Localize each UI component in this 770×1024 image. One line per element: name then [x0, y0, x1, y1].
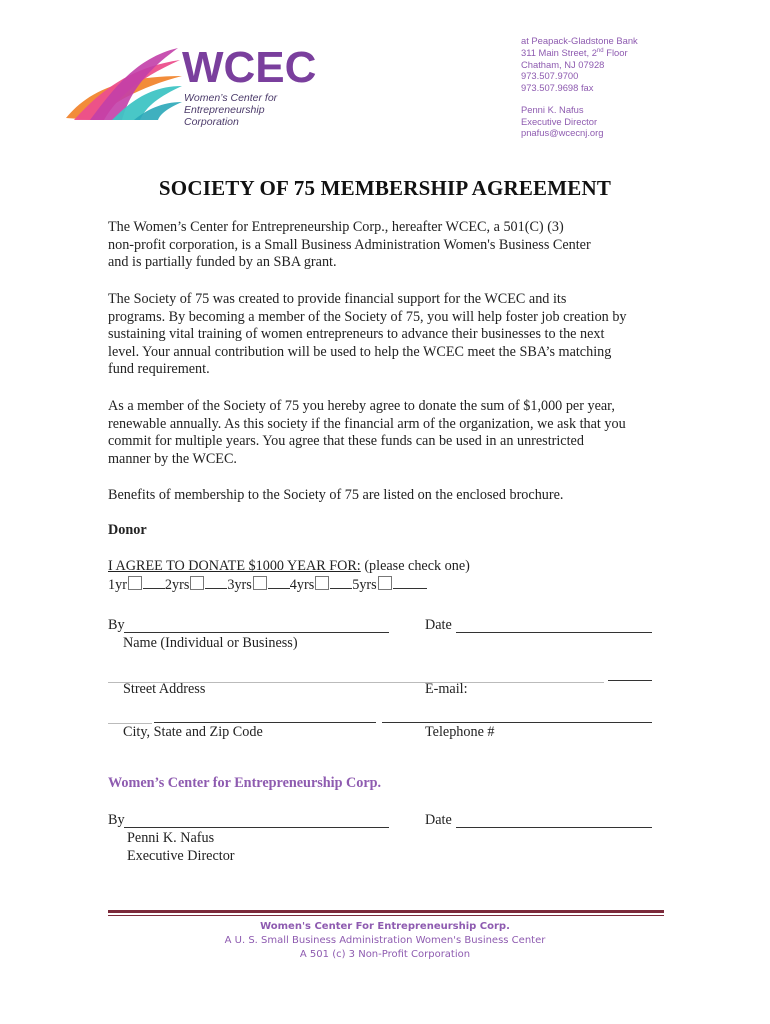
street-address-label: Street Address — [123, 681, 206, 697]
donor-name-label: Name (Individual or Business) — [123, 635, 298, 651]
contact-title: Executive Director — [521, 115, 598, 127]
footer-org-name: Women's Center For Entrepreneurship Corp. — [260, 921, 510, 932]
benefits-paragraph: Benefits of membership to the Society of 75 are listed on the enclosed brochure. — [108, 487, 564, 503]
contact-name: Penni K. Nafus — [521, 104, 584, 116]
society-paragraph: The Society of 75 was created to provide financial support for the WCEC and its programs. By becoming a member of the Society of 75, you will help foster job creation by sustaining vital training of women entrepreneurs to advance their businesses to the next level. Your annual contribution will be used to help the WCEC meet the SBA’s matching fund requirement. — [108, 291, 627, 378]
email-line[interactable] — [608, 680, 652, 681]
year-option-4: 4yrs — [289, 577, 315, 593]
logo-subtitle-line1: Women’s Center for — [184, 92, 278, 104]
corp-signature-line[interactable] — [124, 827, 389, 828]
telephone-line[interactable] — [382, 722, 652, 723]
page-title: SOCIETY OF 75 MEMBERSHIP AGREEMENT — [158, 176, 612, 200]
wing-logo-icon — [64, 46, 184, 120]
corp-date-line[interactable] — [456, 827, 652, 828]
donor-by-label: By — [108, 617, 125, 633]
email-label: E-mail: — [425, 681, 468, 697]
contact-email: pnafus@wcecnj.org — [521, 126, 604, 138]
years-options — [108, 576, 668, 595]
intro-paragraph: The Women’s Center for Entrepreneurship Corp., hereafter WCEC, a 501(C) (3) non-profit corporation, is a Small Business Administration Women's Business Center and is partially funded by an SBA grant. — [108, 219, 591, 271]
city-line: Chatham, NJ 07928 — [521, 58, 605, 70]
street-line: 311 Main Street, 2nd Floor — [521, 47, 628, 59]
logo-brand: WCEC — [182, 43, 317, 92]
address-block — [521, 35, 741, 138]
donor-date-line[interactable] — [456, 632, 652, 633]
checkbox-3yrs[interactable] — [253, 576, 267, 590]
agree-line: I AGREE TO DONATE $1000 YEAR FOR: (please check one) — [108, 558, 470, 574]
donor-heading: Donor — [108, 522, 147, 538]
bank-line: at Peapack-Gladstone Bank — [521, 35, 638, 46]
telephone-label: Telephone # — [425, 724, 495, 740]
logo-subtitle-line2: Entrepreneurship Corporation — [184, 104, 265, 128]
footer-sba-line: A U. S. Small Business Administration Women's Business Center — [224, 935, 546, 946]
commitment-paragraph: As a member of the Society of 75 you hereby agree to donate the sum of $1,000 per year, renewable annually. As this society if the financial arm of the organization, we ask that you commit for multiple years. You agree that these funds can be used in an unrestricted manner by the WCEC. — [108, 398, 626, 467]
donor-date-label: Date — [425, 617, 452, 633]
checkbox-4yrs[interactable] — [315, 576, 329, 590]
footer-nonprofit-line: A 501 (c) 3 Non-Profit Corporation — [299, 949, 471, 960]
city-state-zip-line[interactable] — [154, 722, 376, 723]
year-option-3: 3yrs — [227, 577, 252, 593]
corp-heading: Women’s Center for Entrepreneurship Corp. — [108, 775, 382, 791]
signer-name: Penni K. Nafus — [127, 830, 215, 846]
corp-date-label: Date — [425, 812, 452, 828]
footer-rule — [108, 910, 664, 913]
year-option-5: 5yrs — [352, 577, 377, 593]
corp-by-label: By — [108, 812, 125, 828]
year-option-2: 2yrs — [164, 577, 190, 593]
year-option-1: 1yr — [108, 577, 127, 593]
checkbox-5yrs[interactable] — [378, 576, 392, 590]
donor-signature-line[interactable] — [124, 632, 389, 633]
fax-line: 973.507.9698 fax — [521, 81, 594, 93]
checkbox-2yrs[interactable] — [190, 576, 204, 590]
phone-line: 973.507.9700 — [521, 70, 579, 82]
wcec-logo — [64, 43, 317, 128]
checkbox-1yr[interactable] — [128, 576, 142, 590]
city-state-zip-label: City, State and Zip Code — [123, 724, 263, 740]
signer-title: Executive Director — [127, 848, 235, 864]
footer-rule-thin — [108, 915, 664, 916]
